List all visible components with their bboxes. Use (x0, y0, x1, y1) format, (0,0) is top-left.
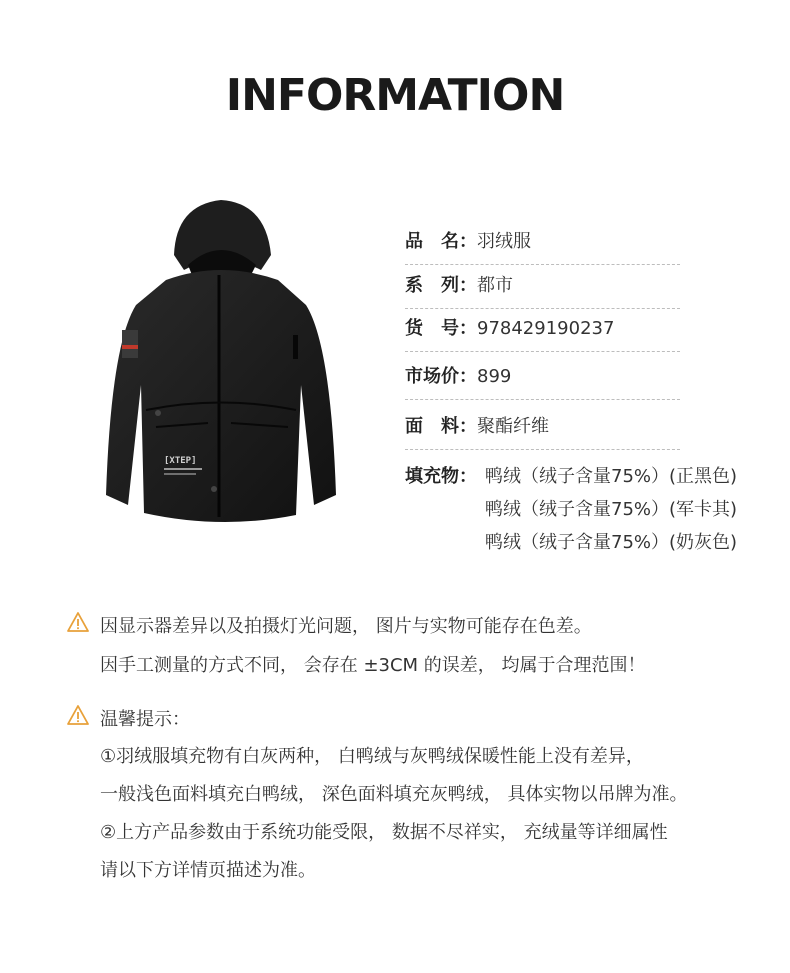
spec-label: 市场价： (405, 366, 477, 387)
page-title: INFORMATION (225, 70, 565, 121)
spec-label: 面 料： (405, 416, 477, 437)
spec-row-name (405, 220, 680, 265)
notice-heading: 温馨提示： (100, 709, 190, 730)
spec-value: 都市 (477, 275, 513, 296)
notice-line: ①羽绒服填充物有白灰两种， 白鸭绒与灰鸭绒保暖性能上没有差异， (100, 746, 644, 767)
spec-label: 品 名： (405, 231, 477, 252)
notice-line: 一般浅色面料填充白鸭绒， 深色面料填充灰鸭绒， 具体实物以吊牌为准。 (100, 784, 688, 805)
spec-row-sku (405, 307, 680, 352)
notice-line: ②上方产品参数由于系统功能受限， 数据不尽祥实， 充绒量等详细属性 (100, 822, 668, 843)
notice-line: 因手工测量的方式不同， 会存在 ±3CM 的误差， 均属于合理范围！ (100, 655, 646, 676)
spec-row-series (405, 264, 680, 309)
notice-line: 请以下方详情页描述为准。 (100, 860, 316, 881)
spec-value: 聚酯纤维 (477, 416, 549, 437)
spec-value: 978429190237 (477, 318, 615, 339)
spec-value: 899 (477, 366, 512, 387)
jacket-image (96, 195, 346, 525)
filling-value: 鸭绒（绒子含量75%）(奶灰色) (485, 532, 738, 553)
warning-icon (67, 705, 89, 725)
brand-patch-text: [XTEP] (164, 456, 197, 466)
warning-icon (67, 612, 89, 632)
notice-line: 因显示器差异以及拍摄灯光问题， 图片与实物可能存在色差。 (100, 616, 592, 637)
spec-label: 系 列： (405, 275, 477, 296)
spec-label: 填充物： (405, 466, 477, 487)
spec-value: 羽绒服 (477, 231, 531, 252)
filling-value: 鸭绒（绒子含量75%）(正黑色) (485, 466, 738, 487)
spec-row-price (405, 355, 680, 400)
spec-row-fabric (405, 405, 680, 450)
spec-label: 货 号： (405, 318, 477, 339)
filling-value: 鸭绒（绒子含量75%）(军卡其) (485, 499, 738, 520)
